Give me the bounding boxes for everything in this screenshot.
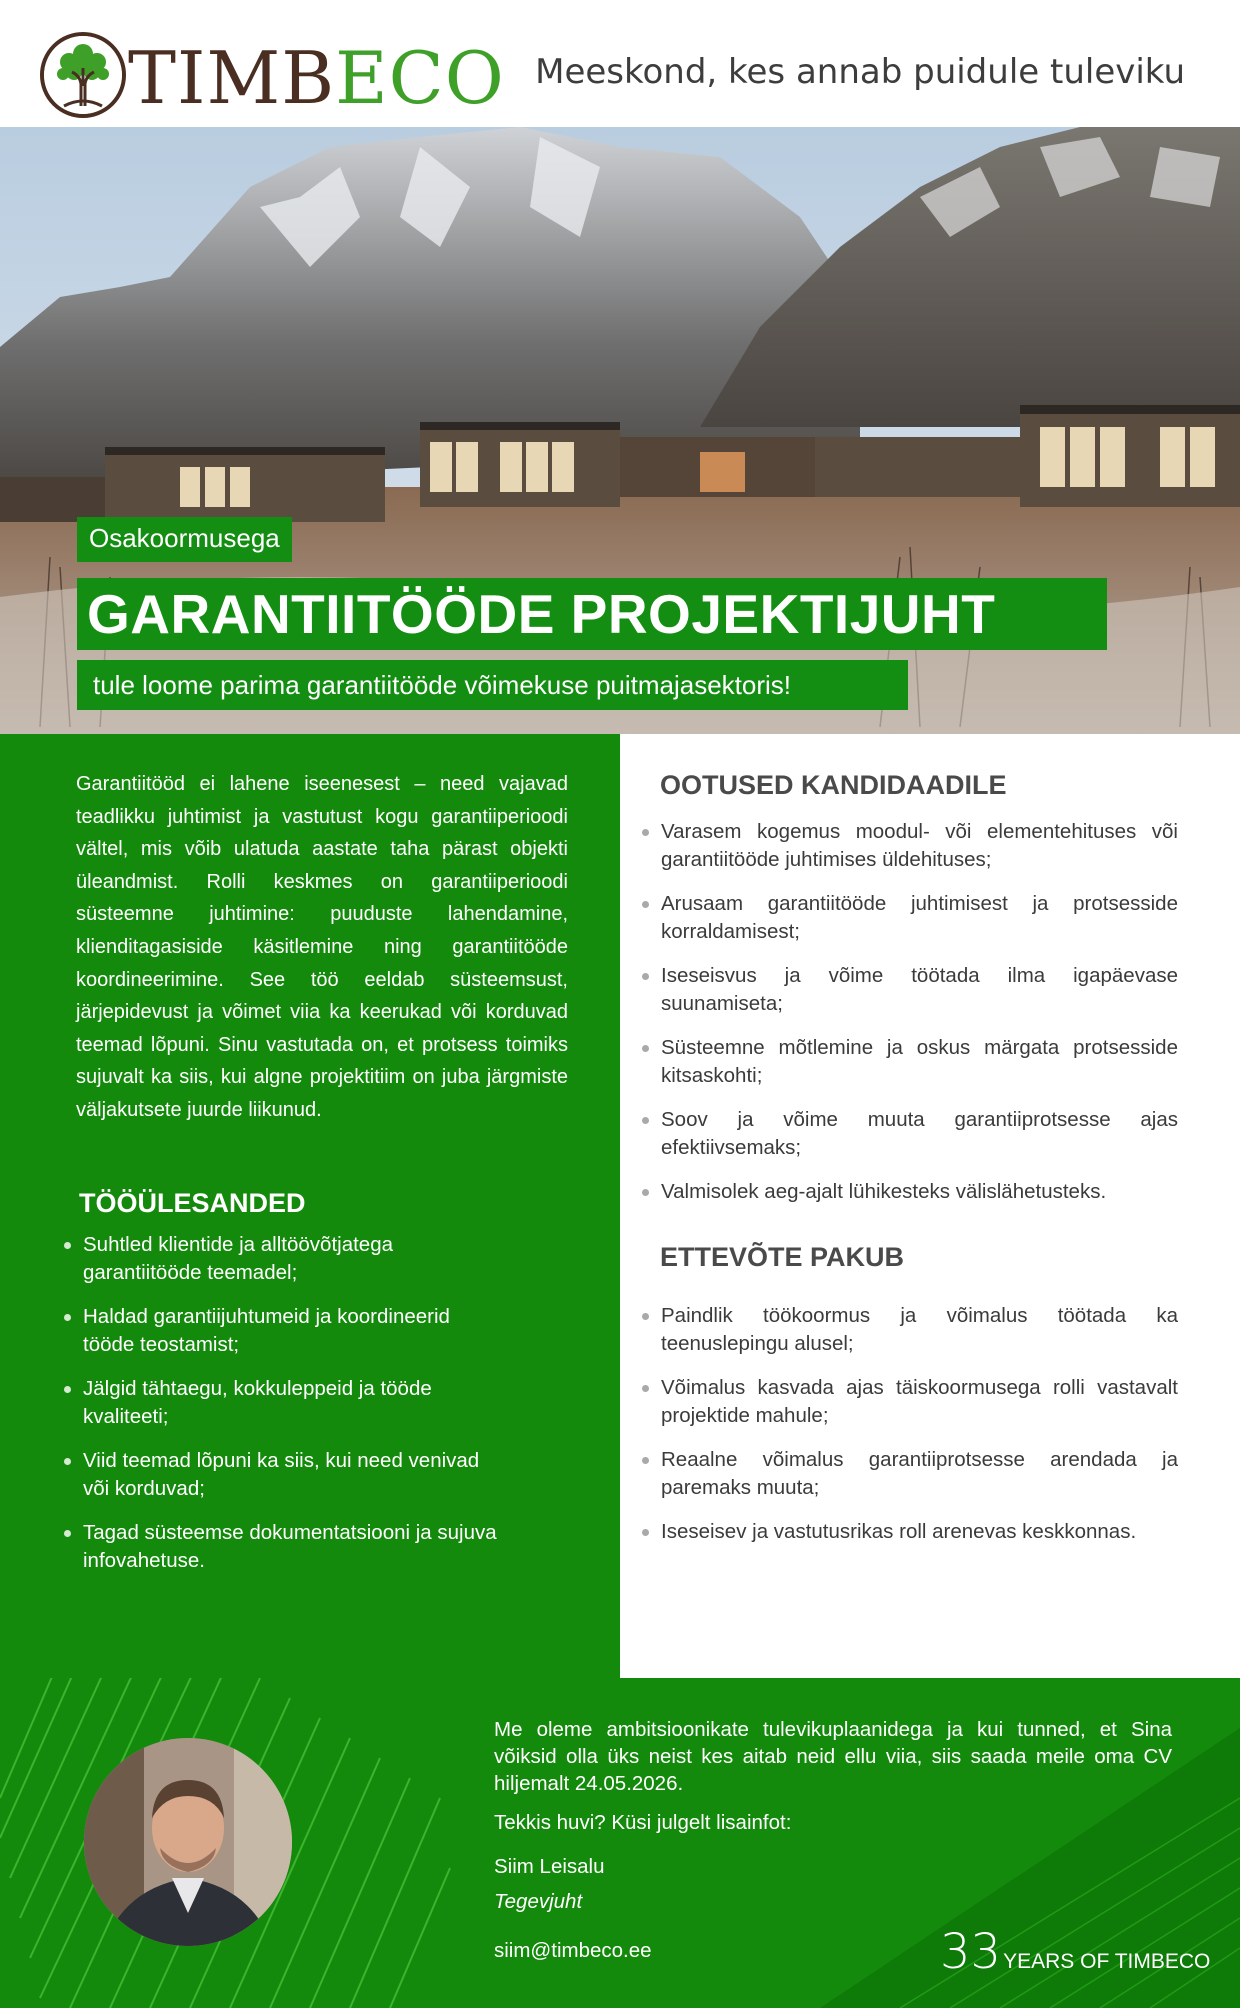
header-tagline: Meeskond, kes annab puidule tuleviku — [535, 52, 1185, 92]
list-item: Reaalne võimalus garantiiprotsesse arendada ja paremaks muuta; — [642, 1446, 1178, 1502]
intro-paragraph: Garantiitööd ei lahene iseenesest – need vajavad teadlikku juhtimist ja vastutust kogu garantiiperioodi vältel, mis võib ulatuda aastate taha pärast objekti üleandmist. Rolli keskmes on garantiiperioodi süsteemne juhtimine: puuduste lahendamine, klienditagasiside käsitlemine ning garantiitööde koordineerimine. See töö eeldab süsteemsust, järjepidevust ja võimet viia ka keerukad või korduvad teemad lõpuni. Sinu vastutada on, et protsess toimiks sujuvalt ka siis, kui algne projektitiim on juba järgmiste väljakutsete juurde liikunud. — [76, 773, 568, 1121]
expectations-title: OOTUSED KANDIDAADILE — [660, 770, 1007, 800]
contact-photo — [84, 1738, 292, 1946]
list-item: Iseseisev ja vastutusrikas roll arenevas keskkonnas. — [642, 1518, 1178, 1546]
tasks-title: TÖÖÜLESANDED — [79, 1188, 306, 1218]
job-subtitle: tule loome parima garantiitööde võimekuse puitmajasektoris! — [77, 660, 908, 710]
list-item: Arusaam garantiitööde juhtimisest ja protsesside korraldamisest; — [642, 890, 1178, 946]
call-to-action: Me oleme ambitsioonikate tulevikuplaanidega ja kui tunned, et Sina võiksid olla üks neist kes aitab neid ellu viia, siis saada meile oma CV hiljemalt 24.05.2026. — [494, 1718, 1172, 1795]
job-title: GARANTIITÖÖDE PROJEKTIJUHT — [77, 578, 1107, 650]
contact-email[interactable]: siim@timbeco.ee — [494, 1939, 652, 1962]
brand-part-1: TIMB — [128, 36, 336, 120]
header — [0, 0, 1240, 127]
list-item: Süsteemne mõtlemine ja oskus märgata protsesside kitsaskohti; — [642, 1034, 1178, 1090]
list-item: Soov ja võime muuta garantiiprotsesse ajas efektiivsemaks; — [642, 1106, 1178, 1162]
brand-wordmark — [128, 34, 505, 122]
list-item: Varasem kogemus moodul- või elementehituses või garantiitööde juhtimises üldehituses; — [642, 818, 1178, 874]
footer — [0, 1678, 1240, 2008]
offer-title: ETTEVÕTE PAKUB — [660, 1242, 905, 1272]
contact-name: Siim Leisalu — [494, 1855, 605, 1878]
list-item: Paindlik töökoormus ja võimalus töötada ka teenuslepingu alusel; — [642, 1302, 1178, 1358]
right-column — [620, 734, 1240, 1678]
years-text: YEARS OF TIMBECO — [1003, 1950, 1211, 1973]
expectations-list — [642, 818, 1178, 1222]
list-item: Jälgid tähtaegu, kokkuleppeid ja tööde kvaliteeti; — [64, 1375, 504, 1431]
offer-list — [642, 1302, 1178, 1562]
list-item: Tagad süsteemse dokumentatsiooni ja sujuva infovahetuse. — [64, 1519, 504, 1575]
years-number: 33 — [940, 1924, 1002, 1980]
list-item: Haldad garantiijuhtumeid ja koordineerid tööde teostamist; — [64, 1303, 504, 1359]
list-item: Iseseisvus ja võime töötada ilma igapäevase suunamiseta; — [642, 962, 1178, 1018]
tree-logo-icon — [40, 32, 126, 118]
list-item: Valmisolek aeg-ajalt lühikesteks välislähetusteks. — [642, 1178, 1178, 1206]
question-text: Tekkis huvi? Küsi julgelt lisainfot: — [494, 1811, 792, 1834]
list-item: Viid teemad lõpuni ka siis, kui need venivad või korduvad; — [64, 1447, 504, 1503]
employment-type-tag: Osakoormusega — [77, 517, 292, 562]
list-item: Suhtled klientide ja alltöövõtjatega garantiitööde teemadel; — [64, 1231, 504, 1287]
contact-role: Tegevjuht — [494, 1890, 583, 1913]
brand-part-2: ECO — [335, 36, 505, 120]
years-badge — [940, 1924, 1210, 1980]
list-item: Võimalus kasvada ajas täiskoormusega rolli vastavalt projektide mahule; — [642, 1374, 1178, 1430]
tasks-list — [64, 1231, 504, 1591]
left-column — [0, 734, 620, 1678]
